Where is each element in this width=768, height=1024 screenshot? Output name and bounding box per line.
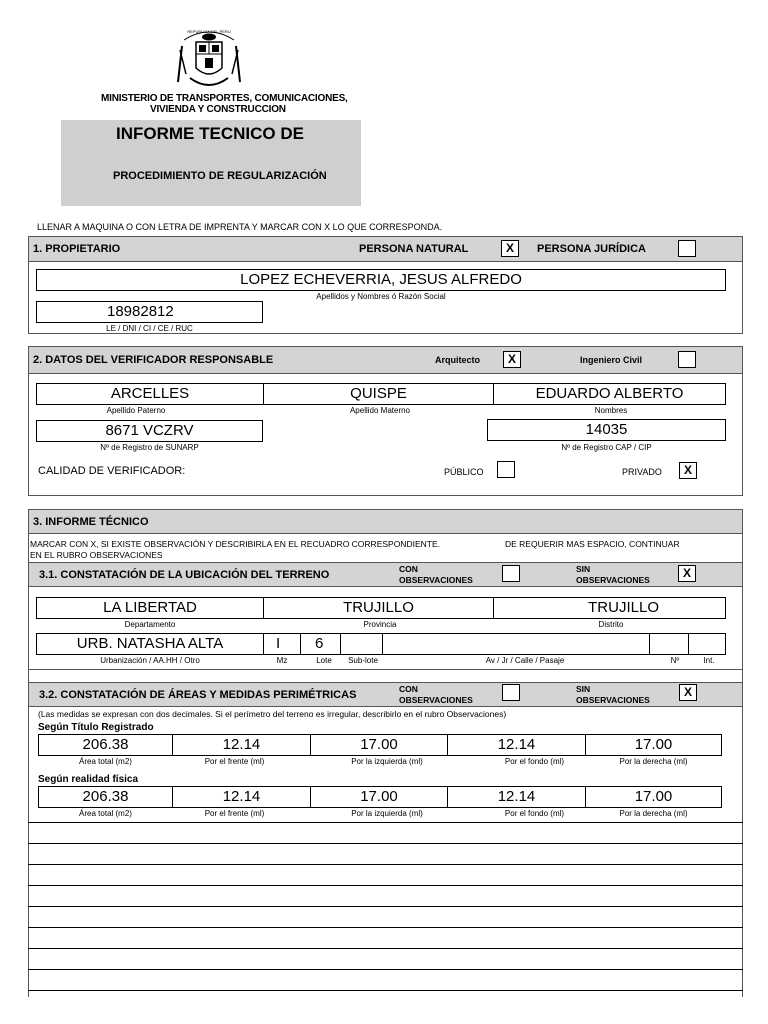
- s31-sin-observaciones-checkbox[interactable]: X: [678, 565, 696, 582]
- titulo-derecha[interactable]: 17.00: [585, 734, 722, 756]
- s32-con-label-1: CON: [399, 684, 418, 694]
- observation-line: [28, 885, 743, 886]
- apellido-materno-field[interactable]: QUISPE: [263, 383, 494, 405]
- observation-line: [28, 822, 743, 823]
- observation-line: [28, 927, 743, 928]
- section3-header: [28, 509, 743, 534]
- owner-name-caption: Apellidos y Nombres ó Razón Social: [316, 292, 446, 301]
- apellido-materno-caption: Apellido Materno: [349, 406, 411, 415]
- cap-cip-field[interactable]: 14035: [487, 419, 726, 441]
- ministry-name-line1: MINISTERIO DE TRANSPORTES, COMUNICACIONES,: [101, 93, 348, 104]
- sublote-field[interactable]: [340, 633, 383, 655]
- sunarp-caption: Nº de Registro de SUNARP: [100, 443, 199, 452]
- sunarp-field[interactable]: 8671 VCZRV: [36, 420, 263, 442]
- s32-sin-observaciones-checkbox[interactable]: X: [679, 684, 697, 701]
- subsection31-title: 3.1. CONSTATACIÓN DE LA UBICACIÓN DEL TERRENO: [39, 568, 330, 581]
- publico-checkbox[interactable]: [497, 461, 515, 478]
- section1-header: [28, 236, 743, 262]
- observation-line: [28, 843, 743, 844]
- titulo-frente-caption: Por el frente (ml): [204, 757, 265, 766]
- s32-con-observaciones-checkbox[interactable]: [502, 684, 520, 701]
- departamento-caption: Departamento: [124, 620, 176, 629]
- persona-juridica-label: PERSONA JURÍDICA: [537, 243, 646, 255]
- arquitecto-label: Arquitecto: [435, 355, 480, 365]
- interior-field[interactable]: [688, 633, 726, 655]
- publico-label: PÚBLICO: [444, 467, 484, 477]
- observation-line: [28, 864, 743, 865]
- ministry-name-line2: VIVIENDA Y CONSTRUCCION: [150, 104, 286, 115]
- form-subtitle: PROCEDIMIENTO DE REGULARIZACIÓN: [113, 170, 327, 182]
- s31-con-observaciones-checkbox[interactable]: [502, 565, 520, 582]
- subsection32-title: 3.2. CONSTATACIÓN DE ÁREAS Y MEDIDAS PERIMÉTRICAS: [39, 688, 357, 701]
- urbanizacion-caption: Urbanización / AA.HH / Otro: [100, 656, 200, 665]
- observation-line: [28, 969, 743, 970]
- provincia-caption: Provincia: [363, 620, 397, 629]
- sublote-caption: Sub-lote: [348, 656, 378, 665]
- titulo-fondo[interactable]: 12.14: [447, 734, 586, 756]
- persona-juridica-checkbox[interactable]: [678, 240, 696, 257]
- titulo-frente[interactable]: 12.14: [172, 734, 311, 756]
- s31-con-label-2: OBSERVACIONES: [399, 575, 473, 585]
- s31-con-label-1: CON: [399, 564, 418, 574]
- s32-note: (Las medidas se expresan con dos decimales. Si el perímetro del terreno es irregular, describirlo en el rubro Observaciones): [38, 709, 507, 719]
- titulo-registrado-label: Según Título Registrado: [38, 722, 154, 733]
- section3-note-line1b: DE REQUERIR MAS ESPACIO, CONTINUAR: [505, 539, 680, 549]
- observation-line: [28, 906, 743, 907]
- fisica-frente[interactable]: 12.14: [172, 786, 311, 808]
- fisica-derecha[interactable]: 17.00: [585, 786, 722, 808]
- titulo-derecha-caption: Por la derecha (ml): [619, 757, 688, 766]
- mz-field[interactable]: I: [263, 633, 301, 655]
- av-calle-field[interactable]: [382, 633, 650, 655]
- urbanizacion-field[interactable]: URB. NATASHA ALTA: [36, 633, 264, 655]
- title-block: [61, 120, 361, 206]
- numero-caption: Nº: [670, 656, 680, 665]
- ingeniero-checkbox[interactable]: [678, 351, 696, 368]
- mz-caption: Mz: [276, 656, 288, 665]
- owner-doc-field[interactable]: 18982812: [36, 301, 263, 323]
- titulo-izquierda[interactable]: 17.00: [310, 734, 448, 756]
- numero-field[interactable]: [649, 633, 689, 655]
- s31-sin-label-1: SIN: [576, 564, 591, 574]
- departamento-field[interactable]: LA LIBERTAD: [36, 597, 264, 619]
- fisica-area-total[interactable]: 206.38: [38, 786, 173, 808]
- privado-label: PRIVADO: [622, 467, 662, 477]
- section3-title: 3. INFORME TÉCNICO: [33, 515, 149, 528]
- apellido-paterno-caption: Apellido Paterno: [106, 406, 166, 415]
- coat-of-arms-seal: [176, 22, 242, 94]
- arquitecto-checkbox[interactable]: X: [503, 351, 521, 368]
- lote-field[interactable]: 6: [300, 633, 341, 655]
- observation-line: [28, 948, 743, 949]
- av-calle-caption: Av / Jr / Calle / Pasaje: [485, 656, 565, 665]
- titulo-area-total[interactable]: 206.38: [38, 734, 173, 756]
- persona-natural-checkbox[interactable]: X: [501, 240, 519, 257]
- section2-title: 2. DATOS DEL VERIFICADOR RESPONSABLE: [33, 354, 274, 366]
- owner-name-field[interactable]: LOPEZ ECHEVERRIA, JESUS ALFREDO: [36, 269, 726, 291]
- fisica-izquierda[interactable]: 17.00: [310, 786, 448, 808]
- provincia-field[interactable]: TRUJILLO: [263, 597, 494, 619]
- distrito-caption: Distrito: [598, 620, 624, 629]
- privado-checkbox[interactable]: X: [679, 462, 697, 479]
- calidad-verificador-label: CALIDAD DE VERIFICADOR:: [38, 465, 186, 477]
- persona-natural-label: PERSONA NATURAL: [359, 243, 469, 255]
- realidad-fisica-label: Según realidad física: [38, 774, 139, 785]
- lote-caption: Lote: [316, 656, 332, 665]
- fisica-derecha-caption: Por la derecha (ml): [619, 809, 688, 818]
- interior-caption: Int.: [703, 656, 715, 665]
- s31-sin-label-2: OBSERVACIONES: [576, 575, 650, 585]
- s32-sin-label-1: SIN: [576, 684, 591, 694]
- titulo-izquierda-caption: Por la izquierda (ml): [351, 757, 423, 766]
- nombres-field[interactable]: EDUARDO ALBERTO: [493, 383, 726, 405]
- titulo-area-caption: Área total (m2): [79, 757, 132, 766]
- fisica-frente-caption: Por el frente (ml): [204, 809, 265, 818]
- titulo-fondo-caption: Por el fondo (ml): [504, 757, 565, 766]
- fisica-area-caption: Área total (m2): [79, 809, 132, 818]
- fisica-fondo[interactable]: 12.14: [447, 786, 586, 808]
- s32-sin-label-2: OBSERVACIONES: [576, 695, 650, 705]
- section3-note-line2: EN EL RUBRO OBSERVACIONES: [30, 550, 163, 560]
- section3-note-line1: MARCAR CON X, SI EXISTE OBSERVACIÓN Y DESCRIBIRLA EN EL RECUADRO CORRESPONDIENTE.: [30, 539, 440, 549]
- distrito-field[interactable]: TRUJILLO: [493, 597, 726, 619]
- nombres-caption: Nombres: [594, 406, 628, 415]
- observation-line: [28, 990, 743, 991]
- fill-instructions: LLENAR A MAQUINA O CON LETRA DE IMPRENTA Y MARCAR CON X LO QUE CORRESPONDA.: [37, 222, 443, 232]
- cap-cip-caption: Nº de Registro CAP / CIP: [561, 443, 652, 452]
- section1-title: 1. PROPIETARIO: [33, 243, 121, 255]
- apellido-paterno-field[interactable]: ARCELLES: [36, 383, 264, 405]
- s32-con-label-2: OBSERVACIONES: [399, 695, 473, 705]
- section2-header: [28, 346, 743, 374]
- form-title: INFORME TECNICO DE: [116, 124, 304, 143]
- fisica-izquierda-caption: Por la izquierda (ml): [351, 809, 423, 818]
- owner-doc-caption: LE / DNI / CI / CE / RUC: [106, 324, 193, 333]
- seal-text: REPUBLICA DEL PERU: [187, 29, 231, 34]
- ingeniero-label: Ingeniero Civil: [580, 355, 643, 365]
- fisica-fondo-caption: Por el fondo (ml): [504, 809, 565, 818]
